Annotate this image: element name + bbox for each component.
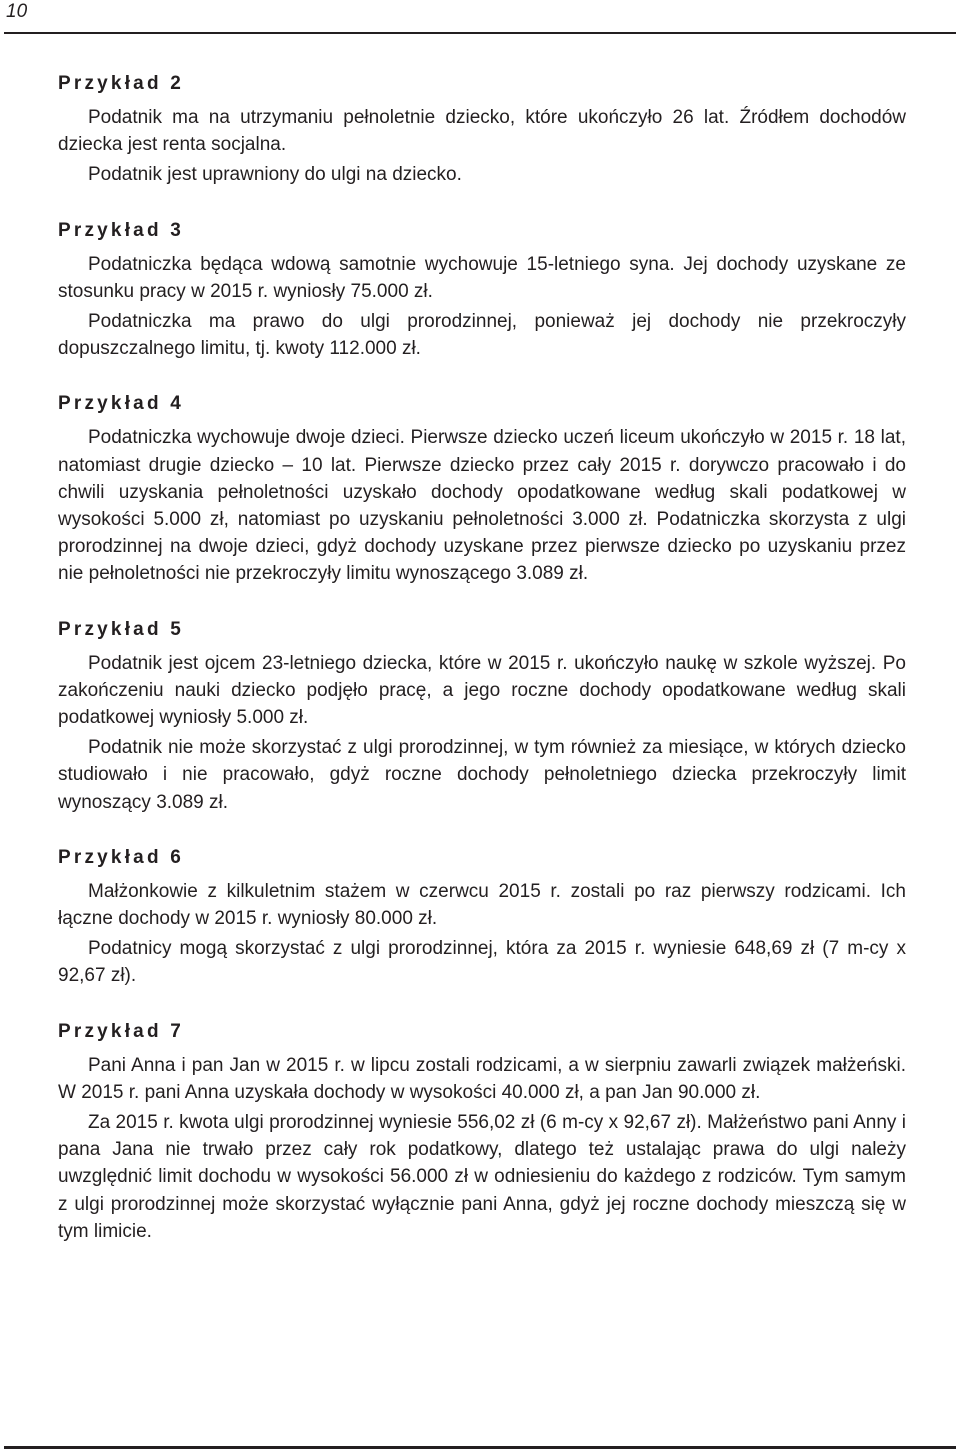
example-heading: Przykład 2 <box>58 73 184 94</box>
example-paragraph: Podatniczka będąca wdową samotnie wychowuje 15-letniego syna. Jej dochody uzyskane ze stosunku pracy w 2015 r. wyniosły 75.000 zł. <box>58 253 906 302</box>
example-heading: Przykład 3 <box>58 219 184 241</box>
example-2 <box>58 70 906 189</box>
example-paragraph: Podatnicy mogą skorzystać z ulgi prorodzinnej, która za 2015 r. wyniesie 648,69 zł (7 m-cy x 92,67 zł). <box>58 938 906 987</box>
example-paragraph: Za 2015 r. kwota ulgi prorodzinnej wyniesie 556,02 zł (6 m-cy x 92,67 zł). Małżeństwo pani Anny i pana Jana nie trwało przez cały rok podatkowy, dlatego też ustalając prawa do ulgi należy uwzględnić limit dochodu w wysokości 56.000 zł w odniesieniu do każdego z rodziców. Tym samym z ulgi prorodzinnej może skorzystać wyłącznie pani Anna, gdyż jej roczne dochody mieszczą się w tym limicie. <box>58 1112 906 1242</box>
example-paragraph: Podatnik jest ojcem 23-letniego dziecka, które w 2015 r. ukończyło naukę w szkole wyższej. Po zakończeniu nauki dziecko podjęło pracę, a jego roczne dochody opodatkowane według skali podatkowej wyniosły 5.000 zł. <box>58 652 906 729</box>
example-paragraph: Podatnik jest uprawniony do ulgi na dziecko. <box>88 164 462 186</box>
header-rule <box>4 32 956 34</box>
example-paragraph: Podatniczka ma prawo do ulgi prorodzinnej, ponieważ jej dochody nie przekroczyły dopuszczalnego limitu, tj. kwoty 112.000 zł. <box>58 311 906 360</box>
example-heading: Przykład 4 <box>58 393 184 415</box>
example-heading: Przykład 7 <box>58 1020 184 1042</box>
example-5 <box>58 616 906 816</box>
example-7 <box>58 1018 906 1245</box>
example-paragraph: Podatnik nie może skorzystać z ulgi prorodzinnej, w tym również za miesiące, w których dziecko studiowało i nie pracowało, gdyż roczne dochody pełnoletniego dziecka przekroczyły limit wynoszący 3.089 zł. <box>58 737 906 813</box>
example-6 <box>58 844 906 990</box>
example-paragraph: Podatnik ma na utrzymaniu pełnoletnie dziecko, które ukończyło 26 lat. Źródłem dochodów dziecka jest renta socjalna. <box>58 107 906 156</box>
page-body <box>58 70 906 1248</box>
footer-rule <box>4 1446 956 1449</box>
example-heading: Przykład 6 <box>58 846 184 868</box>
example-3 <box>58 217 906 363</box>
example-4 <box>58 390 906 587</box>
example-heading: Przykład 5 <box>58 618 184 640</box>
example-paragraph: Małżonkowie z kilkuletnim stażem w czerwcu 2015 r. zostali po raz pierwszy rodzicami. Ich łączne dochody w 2015 r. wyniosły 80.000 zł. <box>58 880 906 930</box>
example-paragraph: Pani Anna i pan Jan w 2015 r. w lipcu zostali rodzicami, a w sierpniu zawarli związek małżeński. W 2015 r. pani Anna uzyskała dochody w wysokości 40.000 zł, a pan Jan 90.000 zł. <box>58 1054 906 1103</box>
page-number: 10 <box>6 1 28 22</box>
example-paragraph: Podatniczka wychowuje dwoje dzieci. Pierwsze dziecko uczeń liceum ukończyło w 2015 r. 18 lat, natomiast drugie dziecko – 10 lat. Pierwsze dziecko przez cały 2015 r. dorywczo pracowało i do chwili uzyskania pełnoletności uzyskało dochody opodatkowane według skali podatkowej w wysokości 5.000 zł, natomiast po uzyskaniu pełnoletności 3.000 zł. Podatniczka skorzysta z ulgi prorodzinnej na dwoje dzieci, gdyż dochody uzyskane przez pierwsze dziecko po uzyskaniu przez nie pełnoletności nie przekroczyły limitu wynoszącego 3.089 zł. <box>58 427 906 585</box>
